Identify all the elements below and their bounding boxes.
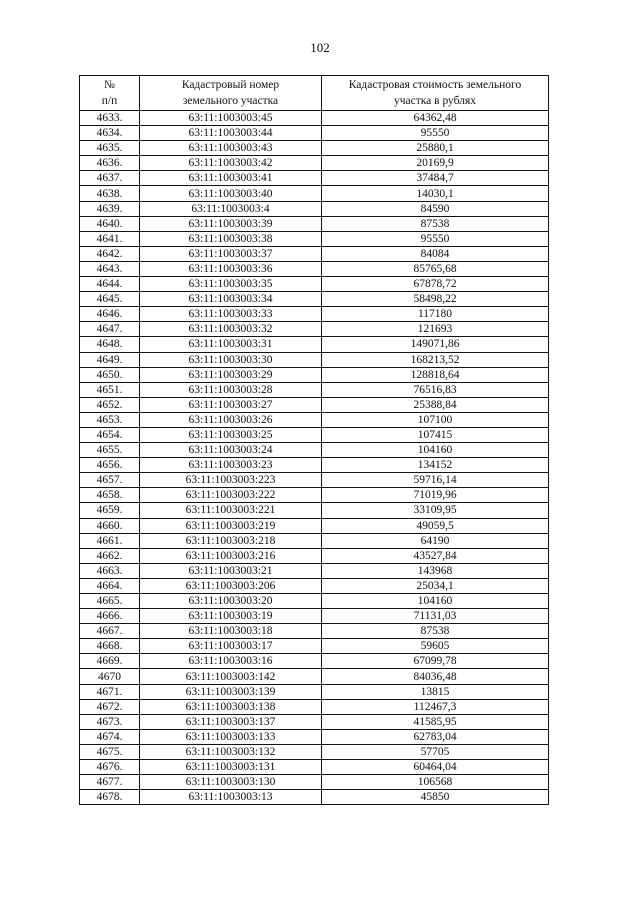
cadastral-number-cell: 63:11:1003003:24 [140,443,322,458]
table-row [80,261,549,276]
cadastral-value-cell: 104160 [322,594,549,609]
table-row [80,760,549,775]
table-row [80,714,549,729]
table-row [80,609,549,624]
cadastral-value-cell: 104160 [322,443,549,458]
row-number-cell: 4653. [80,412,140,427]
cadastral-number-cell: 63:11:1003003:29 [140,367,322,382]
row-number-cell: 4670 [80,669,140,684]
row-number-cell: 4641. [80,231,140,246]
row-number-cell: 4657. [80,473,140,488]
row-number-cell: 4637. [80,171,140,186]
row-number-cell: 4647. [80,322,140,337]
cadastral-number-cell: 63:11:1003003:43 [140,141,322,156]
cadastral-value-cell: 84036,48 [322,669,549,684]
row-number-cell: 4646. [80,307,140,322]
cadastral-number-cell: 63:11:1003003:42 [140,156,322,171]
row-number-cell: 4642. [80,246,140,261]
cadastral-value-cell: 112467,3 [322,699,549,714]
cadastral-value-cell: 149071,86 [322,337,549,352]
header-number-line1: № [104,79,115,91]
cadastral-number-cell: 63:11:1003003:19 [140,609,322,624]
cadastral-value-cell: 85765,68 [322,261,549,276]
cadastral-value-cell: 25880,1 [322,141,549,156]
table-row [80,503,549,518]
table-row [80,699,549,714]
cadastral-value-cell: 121693 [322,322,549,337]
table-row [80,141,549,156]
cadastral-value-cell: 25388,84 [322,397,549,412]
table-row [80,518,549,533]
header-cadastral-number [140,76,322,111]
cadastral-value-cell: 45850 [322,790,549,805]
row-number-cell: 4658. [80,488,140,503]
row-number-cell: 4638. [80,186,140,201]
cadastral-value-cell: 143968 [322,563,549,578]
cadastral-value-cell: 25034,1 [322,578,549,593]
row-number-cell: 4649. [80,352,140,367]
row-number-cell: 4674. [80,729,140,744]
row-number-cell: 4661. [80,533,140,548]
row-number-cell: 4654. [80,427,140,442]
cadastral-number-cell: 63:11:1003003:38 [140,231,322,246]
header-cadastral-number-line2: земельного участка [182,95,279,107]
row-number-cell: 4644. [80,277,140,292]
table-row [80,488,549,503]
cadastral-number-cell: 63:11:1003003:17 [140,639,322,654]
row-number-cell: 4635. [80,141,140,156]
table-row [80,322,549,337]
cadastral-value-cell: 95550 [322,126,549,141]
cadastral-number-cell: 63:11:1003003:221 [140,503,322,518]
table-row [80,337,549,352]
cadastral-number-cell: 63:11:1003003:35 [140,277,322,292]
cadastral-number-cell: 63:11:1003003:131 [140,760,322,775]
table-row [80,458,549,473]
header-number-line2: п/п [101,95,118,107]
table-row [80,473,549,488]
cadastral-number-cell: 63:11:1003003:41 [140,171,322,186]
table-row [80,729,549,744]
cadastral-number-cell: 63:11:1003003:28 [140,382,322,397]
row-number-cell: 4676. [80,760,140,775]
cadastral-value-cell: 41585,95 [322,714,549,729]
row-number-cell: 4636. [80,156,140,171]
row-number-cell: 4650. [80,367,140,382]
row-number-cell: 4639. [80,201,140,216]
cadastral-number-cell: 63:11:1003003:45 [140,111,322,126]
cadastral-number-cell: 63:11:1003003:26 [140,412,322,427]
header-cadastral-value-line2: участка в рублях [393,95,476,107]
table-row [80,412,549,427]
cadastral-value-cell: 13815 [322,684,549,699]
cadastral-value-cell: 37484,7 [322,171,549,186]
row-number-cell: 4675. [80,744,140,759]
table-row [80,277,549,292]
cadastral-value-cell: 33109,95 [322,503,549,518]
cadastral-value-cell: 84590 [322,201,549,216]
cadastral-number-cell: 63:11:1003003:25 [140,427,322,442]
cadastral-number-cell: 63:11:1003003:16 [140,654,322,669]
table-row [80,367,549,382]
cadastral-number-cell: 63:11:1003003:138 [140,699,322,714]
table-row [80,744,549,759]
row-number-cell: 4673. [80,714,140,729]
row-number-cell: 4643. [80,261,140,276]
row-number-cell: 4662. [80,548,140,563]
cadastral-value-cell: 87538 [322,216,549,231]
cadastral-number-cell: 63:11:1003003:30 [140,352,322,367]
table-row [80,669,549,684]
table-row [80,548,549,563]
table-row [80,654,549,669]
cadastral-value-cell: 67878,72 [322,277,549,292]
row-number-cell: 4659. [80,503,140,518]
row-number-cell: 4655. [80,443,140,458]
cadastral-table [79,75,549,805]
cadastral-number-cell: 63:11:1003003:36 [140,261,322,276]
page-number: 102 [310,40,330,55]
table-row [80,231,549,246]
cadastral-number-cell: 63:11:1003003:142 [140,669,322,684]
row-number-cell: 4672. [80,699,140,714]
cadastral-value-cell: 134152 [322,458,549,473]
cadastral-value-cell: 87538 [322,624,549,639]
cadastral-number-cell: 63:11:1003003:27 [140,397,322,412]
header-cadastral-number-line1: Кадастровый номер [181,79,280,91]
row-number-cell: 4666. [80,609,140,624]
cadastral-number-cell: 63:11:1003003:206 [140,578,322,593]
cadastral-value-cell: 76516,83 [322,382,549,397]
cadastral-value-cell: 64362,48 [322,111,549,126]
table-row [80,201,549,216]
table-row [80,111,549,126]
cadastral-number-cell: 63:11:1003003:4 [140,201,322,216]
table-row [80,684,549,699]
table-row [80,382,549,397]
cadastral-value-cell: 62783,04 [322,729,549,744]
table-row [80,443,549,458]
cadastral-number-cell: 63:11:1003003:137 [140,714,322,729]
cadastral-number-cell: 63:11:1003003:216 [140,548,322,563]
row-number-cell: 4652. [80,397,140,412]
table-row [80,397,549,412]
cadastral-number-cell: 63:11:1003003:132 [140,744,322,759]
row-number-cell: 4664. [80,578,140,593]
row-number-cell: 4648. [80,337,140,352]
table-row [80,775,549,790]
cadastral-value-cell: 107415 [322,427,549,442]
row-number-cell: 4665. [80,594,140,609]
cadastral-value-cell: 107100 [322,412,549,427]
header-cadastral-value [322,76,549,111]
cadastral-value-cell: 95550 [322,231,549,246]
row-number-cell: 4640. [80,216,140,231]
cadastral-value-cell: 71019,96 [322,488,549,503]
cadastral-value-cell: 117180 [322,307,549,322]
cadastral-number-cell: 63:11:1003003:44 [140,126,322,141]
cadastral-value-cell: 59605 [322,639,549,654]
row-number-cell: 4678. [80,790,140,805]
cadastral-value-cell: 59716,14 [322,473,549,488]
cadastral-number-cell: 63:11:1003003:139 [140,684,322,699]
table-row [80,533,549,548]
row-number-cell: 4663. [80,563,140,578]
header-number [80,76,140,111]
table-row [80,246,549,261]
cadastral-number-cell: 63:11:1003003:222 [140,488,322,503]
table-row [80,624,549,639]
row-number-cell: 4656. [80,458,140,473]
table-body [80,111,549,805]
cadastral-value-cell: 128818,64 [322,367,549,382]
cadastral-number-cell: 63:11:1003003:133 [140,729,322,744]
cadastral-number-cell: 63:11:1003003:20 [140,594,322,609]
table-row [80,639,549,654]
table-row [80,171,549,186]
cadastral-value-cell: 60464,04 [322,760,549,775]
cadastral-number-cell: 63:11:1003003:34 [140,292,322,307]
row-number-cell: 4651. [80,382,140,397]
table-row [80,352,549,367]
cadastral-number-cell: 63:11:1003003:218 [140,533,322,548]
table-row [80,594,549,609]
table-row [80,578,549,593]
cadastral-value-cell: 84084 [322,246,549,261]
cadastral-number-cell: 63:11:1003003:32 [140,322,322,337]
cadastral-number-cell: 63:11:1003003:18 [140,624,322,639]
cadastral-number-cell: 63:11:1003003:40 [140,186,322,201]
row-number-cell: 4668. [80,639,140,654]
row-number-cell: 4634. [80,126,140,141]
cadastral-value-cell: 106568 [322,775,549,790]
cadastral-number-cell: 63:11:1003003:37 [140,246,322,261]
table-row [80,790,549,805]
row-number-cell: 4660. [80,518,140,533]
cadastral-value-cell: 20169,9 [322,156,549,171]
cadastral-value-cell: 71131,03 [322,609,549,624]
cadastral-number-cell: 63:11:1003003:21 [140,563,322,578]
row-number-cell: 4645. [80,292,140,307]
table-header [80,76,549,111]
cadastral-number-cell: 63:11:1003003:39 [140,216,322,231]
cadastral-number-cell: 63:11:1003003:23 [140,458,322,473]
row-number-cell: 4667. [80,624,140,639]
cadastral-number-cell: 63:11:1003003:130 [140,775,322,790]
cadastral-value-cell: 49059,5 [322,518,549,533]
cadastral-number-cell: 63:11:1003003:33 [140,307,322,322]
table-row [80,216,549,231]
cadastral-value-cell: 64190 [322,533,549,548]
cadastral-value-cell: 67099,78 [322,654,549,669]
header-row [80,76,549,111]
cadastral-number-cell: 63:11:1003003:31 [140,337,322,352]
cadastral-value-cell: 14030,1 [322,186,549,201]
table-row [80,126,549,141]
cadastral-value-cell: 168213,52 [322,352,549,367]
row-number-cell: 4633. [80,111,140,126]
cadastral-number-cell: 63:11:1003003:219 [140,518,322,533]
header-cadastral-value-line1: Кадастровая стоимость земельного [348,79,522,91]
cadastral-number-cell: 63:11:1003003:223 [140,473,322,488]
table-row [80,292,549,307]
table-row [80,186,549,201]
cadastral-value-cell: 43527,84 [322,548,549,563]
table-row [80,563,549,578]
table-row [80,156,549,171]
row-number-cell: 4677. [80,775,140,790]
cadastral-number-cell: 63:11:1003003:13 [140,790,322,805]
table-row [80,307,549,322]
row-number-cell: 4671. [80,684,140,699]
row-number-cell: 4669. [80,654,140,669]
cadastral-value-cell: 57705 [322,744,549,759]
cadastral-value-cell: 58498,22 [322,292,549,307]
table-row [80,427,549,442]
